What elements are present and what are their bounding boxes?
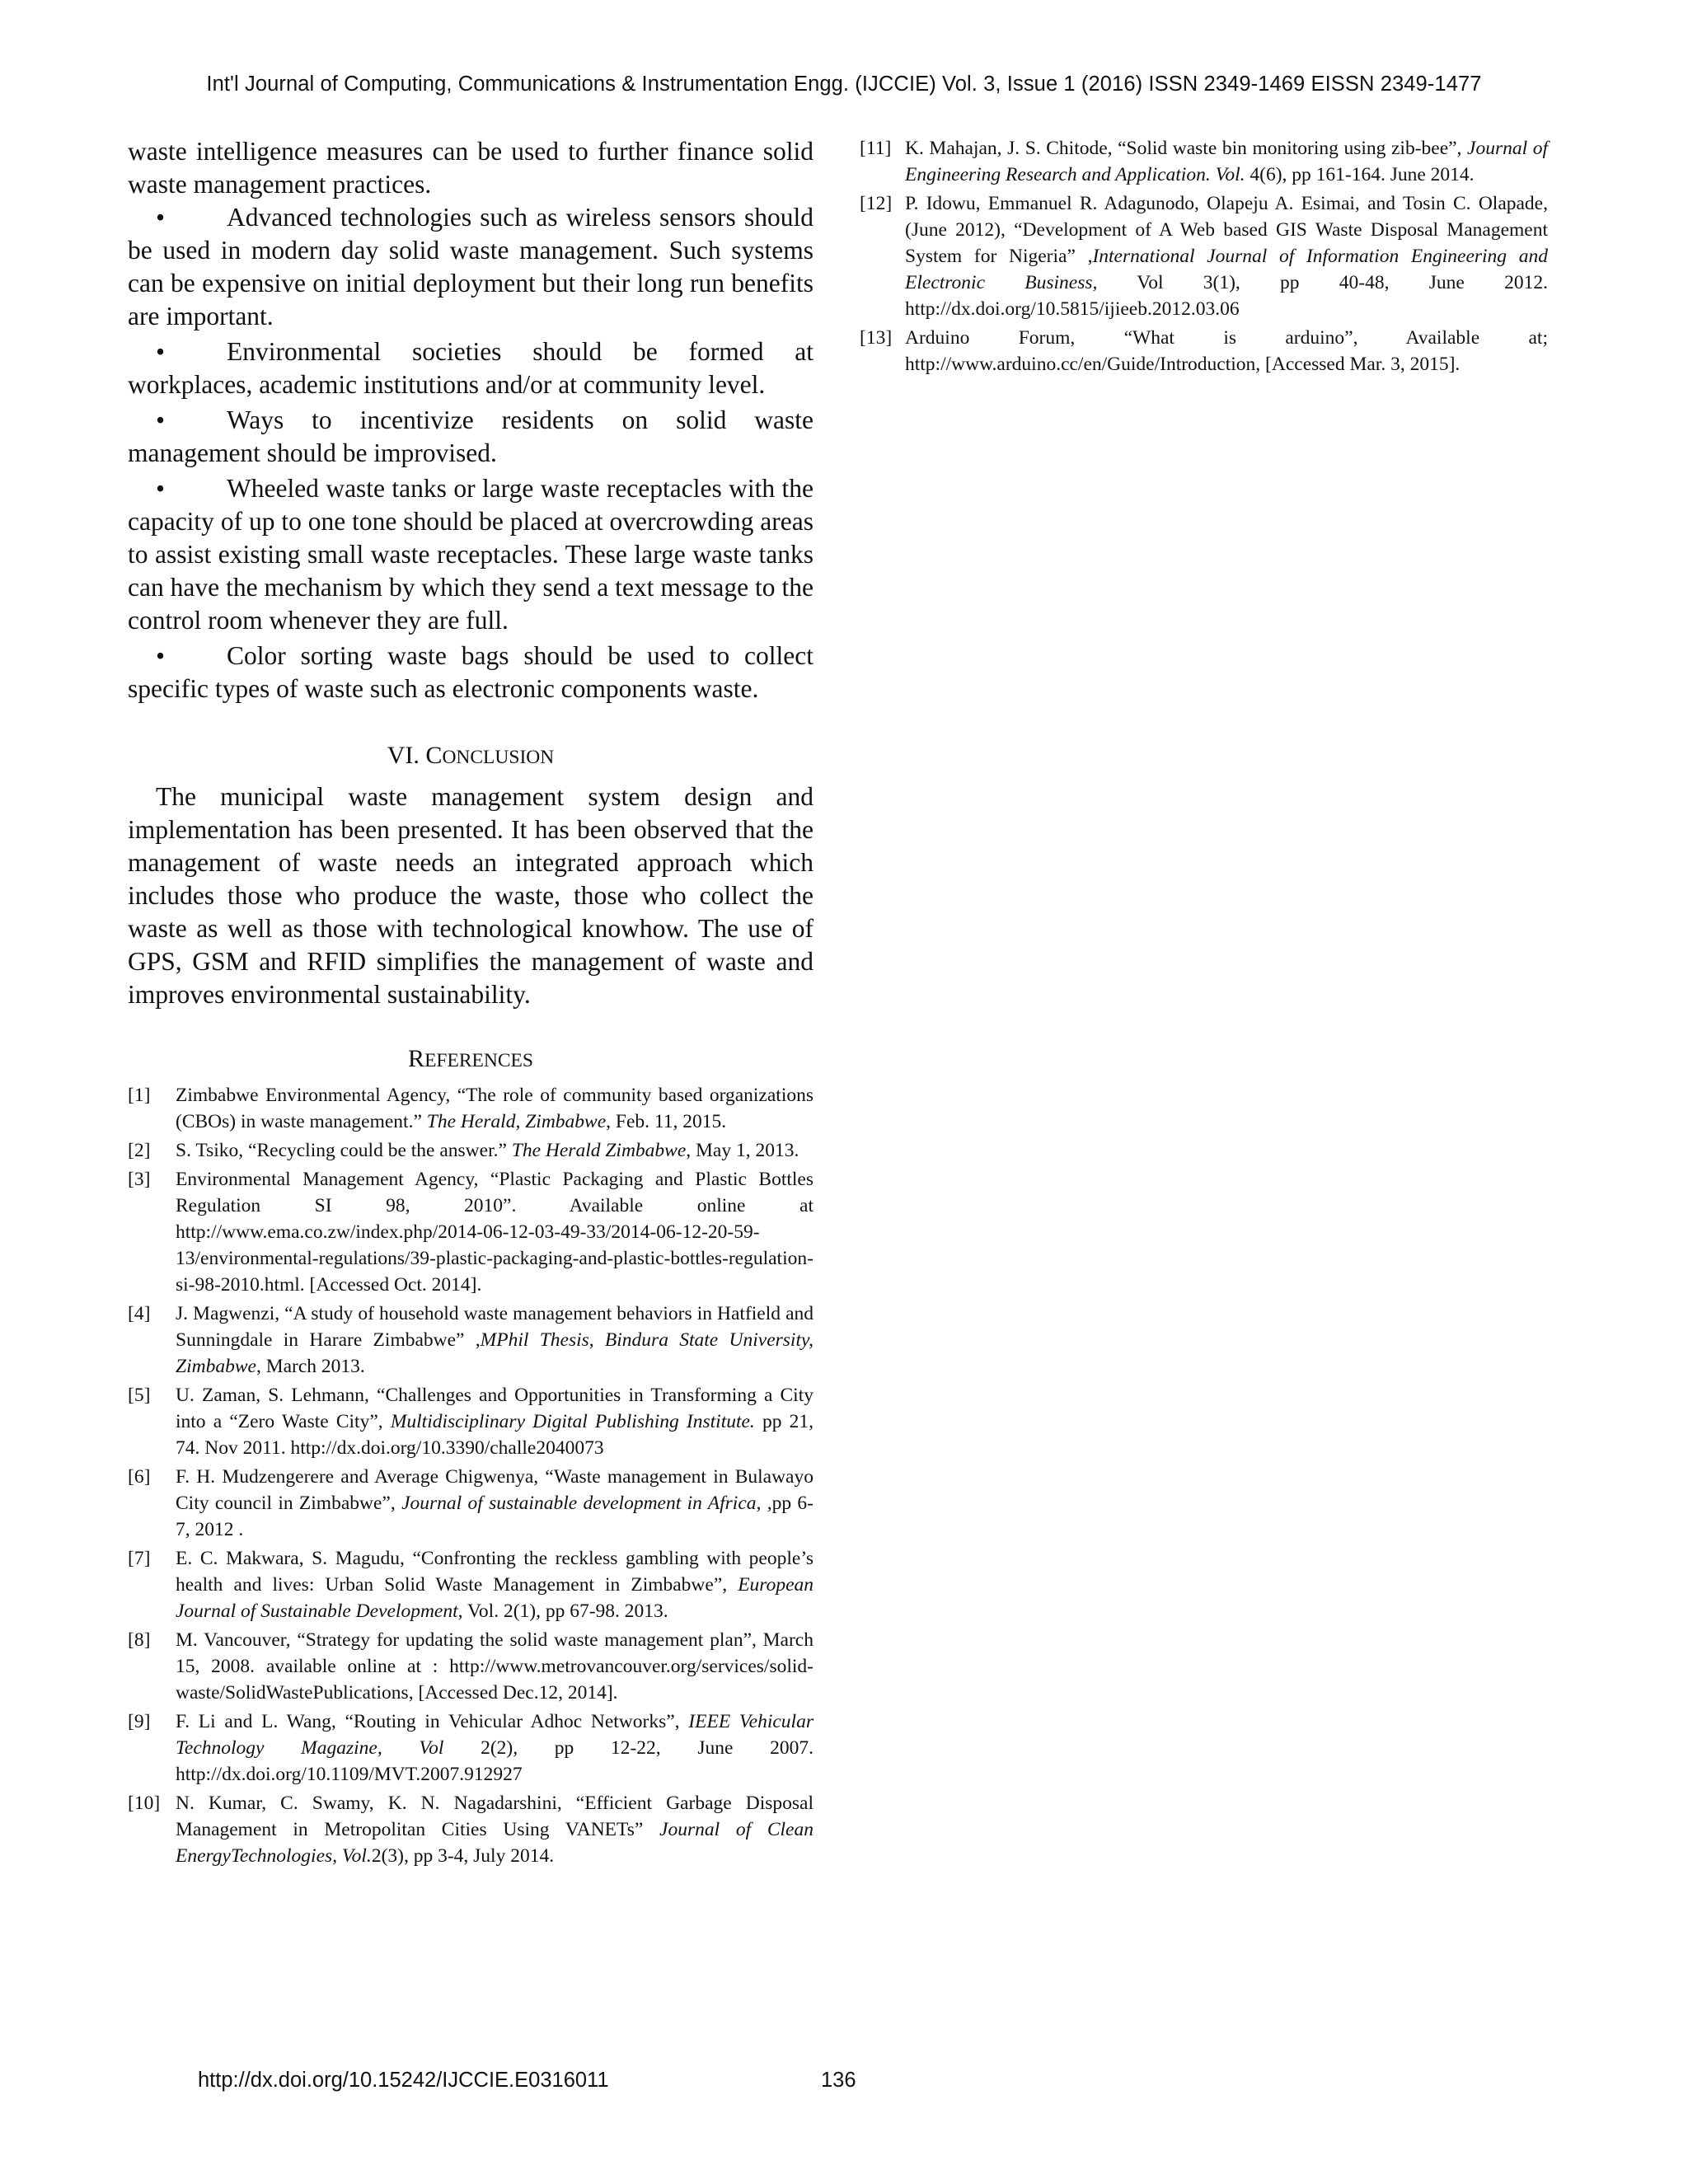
heading-part: R <box>408 1045 425 1072</box>
heading-part: ONCLUSION <box>442 747 555 768</box>
reference-item <box>860 135 1548 188</box>
bullet-item <box>128 201 814 333</box>
footer-doi: http://dx.doi.org/10.15242/IJCCIE.E0316011 <box>198 2069 609 2092</box>
bullet-item <box>128 404 814 470</box>
reference-item <box>128 1545 814 1624</box>
conclusion-heading <box>128 739 814 774</box>
bullet-icon: • <box>156 641 166 670</box>
reference-text: Environmental Management Agency, “Plastic Packaging and Plastic Bottles Regulation SI 98, 2010”. Available online at http://www.ema.co.zw/index.php/2014-06-12-03-49-33/2014-06-12-20-59-13/environmental-regulations/39-plastic-packaging-and-plastic-bottles-regulation-si-98-2010.html. [Accessed Oct. 2014]. <box>176 1169 814 1296</box>
page-number: 136 <box>821 2069 856 2092</box>
reference-text: Arduino Forum, “What is arduino”, Available at; http://www.arduino.cc/en/Guide/Introduction, [Accessed Mar. 3, 2015]. <box>905 327 1548 375</box>
bullet-item <box>128 335 814 401</box>
reference-item <box>128 1301 814 1380</box>
reference-item <box>128 1708 814 1788</box>
reference-number: [3] <box>128 1169 151 1190</box>
references-heading <box>128 1043 814 1077</box>
running-header: Int'l Journal of Computing, Communications & Instrumentation Engg. (IJCCIE) Vol. 3, Issue 1 (2016) ISSN 2349-1469 EISSN 2349-1477 <box>206 73 1482 96</box>
heading-part: VI. C <box>387 742 443 769</box>
bullet-icon: • <box>156 203 166 232</box>
reference-item <box>128 1166 814 1298</box>
reference-text: E. C. Makwara, S. Magudu, “Confronting the reckless gambling with people’s health and lives: Urban Solid Waste Management in Zimbabwe”, European Journal of Sustainable Development, Vol. 2(1), pp 67-98. 2013. <box>176 1548 814 1622</box>
reference-number: [11] <box>860 138 892 159</box>
reference-item <box>860 325 1548 377</box>
bullet-item <box>128 640 814 705</box>
reference-number: [4] <box>128 1303 151 1324</box>
reference-number: [13] <box>860 327 893 349</box>
right-column <box>860 135 1548 380</box>
bullet-text: Color sorting waste bags should be used to collect specific types of waste such as electronic components waste. <box>128 641 814 703</box>
reference-number: [9] <box>128 1711 151 1732</box>
reference-item <box>128 1627 814 1706</box>
reference-item <box>128 1790 814 1869</box>
reference-item <box>128 1137 814 1164</box>
reference-list-continued <box>860 135 1548 377</box>
reference-number: [6] <box>128 1466 151 1488</box>
reference-text: F. Li and L. Wang, “Routing in Vehicular Adhoc Networks”, IEEE Vehicular Technology Magazine, Vol 2(2), pp 12-22, June 2007. http://dx.doi.org/10.1109/MVT.2007.912927 <box>176 1711 814 1785</box>
intro-paragraph: waste intelligence measures can be used to further finance solid waste management practices. <box>128 137 814 199</box>
reference-item <box>128 1382 814 1461</box>
reference-text: K. Mahajan, J. S. Chitode, “Solid waste bin monitoring using zib-bee”, Journal of Engineering Research and Application. Vol. 4(6), pp 161-164. June 2014. <box>905 138 1548 185</box>
reference-number: [8] <box>128 1629 151 1651</box>
reference-item <box>860 190 1548 322</box>
bullet-text: Wheeled waste tanks or large waste receptacles with the capacity of up to one tone should be placed at overcrowding areas to assist existing small waste receptacles. These large waste tanks can have the mechanism by which they send a text message to the control room whenever they are full. <box>128 474 814 635</box>
bullet-item <box>128 472 814 637</box>
reference-text: F. H. Mudzengerere and Average Chigwenya, “Waste management in Bulawayo City council in Zimbabwe”, Journal of sustainable development in Africa, ,pp 6-7, 2012 . <box>176 1466 814 1540</box>
bullet-text: Environmental societies should be formed at workplaces, academic institutions and/or at community level. <box>128 337 814 399</box>
conclusion-paragraph: The municipal waste management system design and implementation has been presented. It has been observed that the management of waste needs an integrated approach which includes those who produce the waste, those who collect the waste as well as those with technological knowhow. The use of GPS, GSM and RFID simplifies the management of waste and improves environmental sustainability. <box>128 782 814 1009</box>
reference-text: U. Zaman, S. Lehmann, “Challenges and Opportunities in Transforming a City into a “Zero Waste City”, Multidisciplinary Digital Publishing Institute. pp 21, 74. Nov 2011. http://dx.doi.org/10.3390/challe2040073 <box>176 1385 814 1459</box>
bullet-icon: • <box>156 474 166 503</box>
reference-item <box>128 1082 814 1135</box>
reference-text: J. Magwenzi, “A study of household waste management behaviors in Hatfield and Sunningdale in Harare Zimbabwe” ,MPhil Thesis, Bindura State University, Zimbabwe, March 2013. <box>176 1303 814 1377</box>
bullet-text: Ways to incentivize residents on solid waste management should be improvised. <box>128 405 814 467</box>
left-column <box>128 135 814 1872</box>
reference-number: [1] <box>128 1085 151 1106</box>
bullet-icon: • <box>156 337 166 366</box>
heading-part: EFERENCES <box>424 1050 533 1071</box>
reference-number: [2] <box>128 1140 151 1161</box>
reference-number: [5] <box>128 1385 151 1406</box>
reference-text: S. Tsiko, “Recycling could be the answer.” The Herald Zimbabwe, May 1, 2013. <box>176 1140 799 1161</box>
reference-text: Zimbabwe Environmental Agency, “The role of community based organizations (CBOs) in waste management.” The Herald, Zimbabwe, Feb. 11, 2015. <box>176 1085 814 1132</box>
reference-item <box>128 1464 814 1543</box>
bullet-text: Advanced technologies such as wireless sensors should be used in modern day solid waste management. Such systems can be expensive on initial deployment but their long run benefits are important. <box>128 203 814 330</box>
reference-number: [12] <box>860 193 893 214</box>
reference-text: P. Idowu, Emmanuel R. Adagunodo, Olapeju A. Esimai, and Tosin C. Olapade, (June 2012), “Development of A Web based GIS Waste Disposal Management System for Nigeria” ,International Journal of Information Engineering and Electronic Business, Vol 3(1), pp 40-48, June 2012. http://dx.doi.org/10.5815/ijieeb.2012.03.06 <box>905 193 1548 320</box>
reference-number: [10] <box>128 1793 161 1814</box>
reference-list <box>128 1082 814 1869</box>
reference-text: N. Kumar, C. Swamy, K. N. Nagadarshini, “Efficient Garbage Disposal Management in Metropolitan Cities Using VANETs” Journal of Clean EnergyTechnologies, Vol.2(3), pp 3-4, July 2014. <box>176 1793 814 1867</box>
reference-text: M. Vancouver, “Strategy for updating the solid waste management plan”, March 15, 2008. available online at : http://www.metrovancouver.org/services/solid-waste/SolidWastePublications, [Accessed Dec.12, 2014]. <box>176 1629 814 1704</box>
bullet-icon: • <box>156 405 166 434</box>
reference-number: [7] <box>128 1548 151 1569</box>
